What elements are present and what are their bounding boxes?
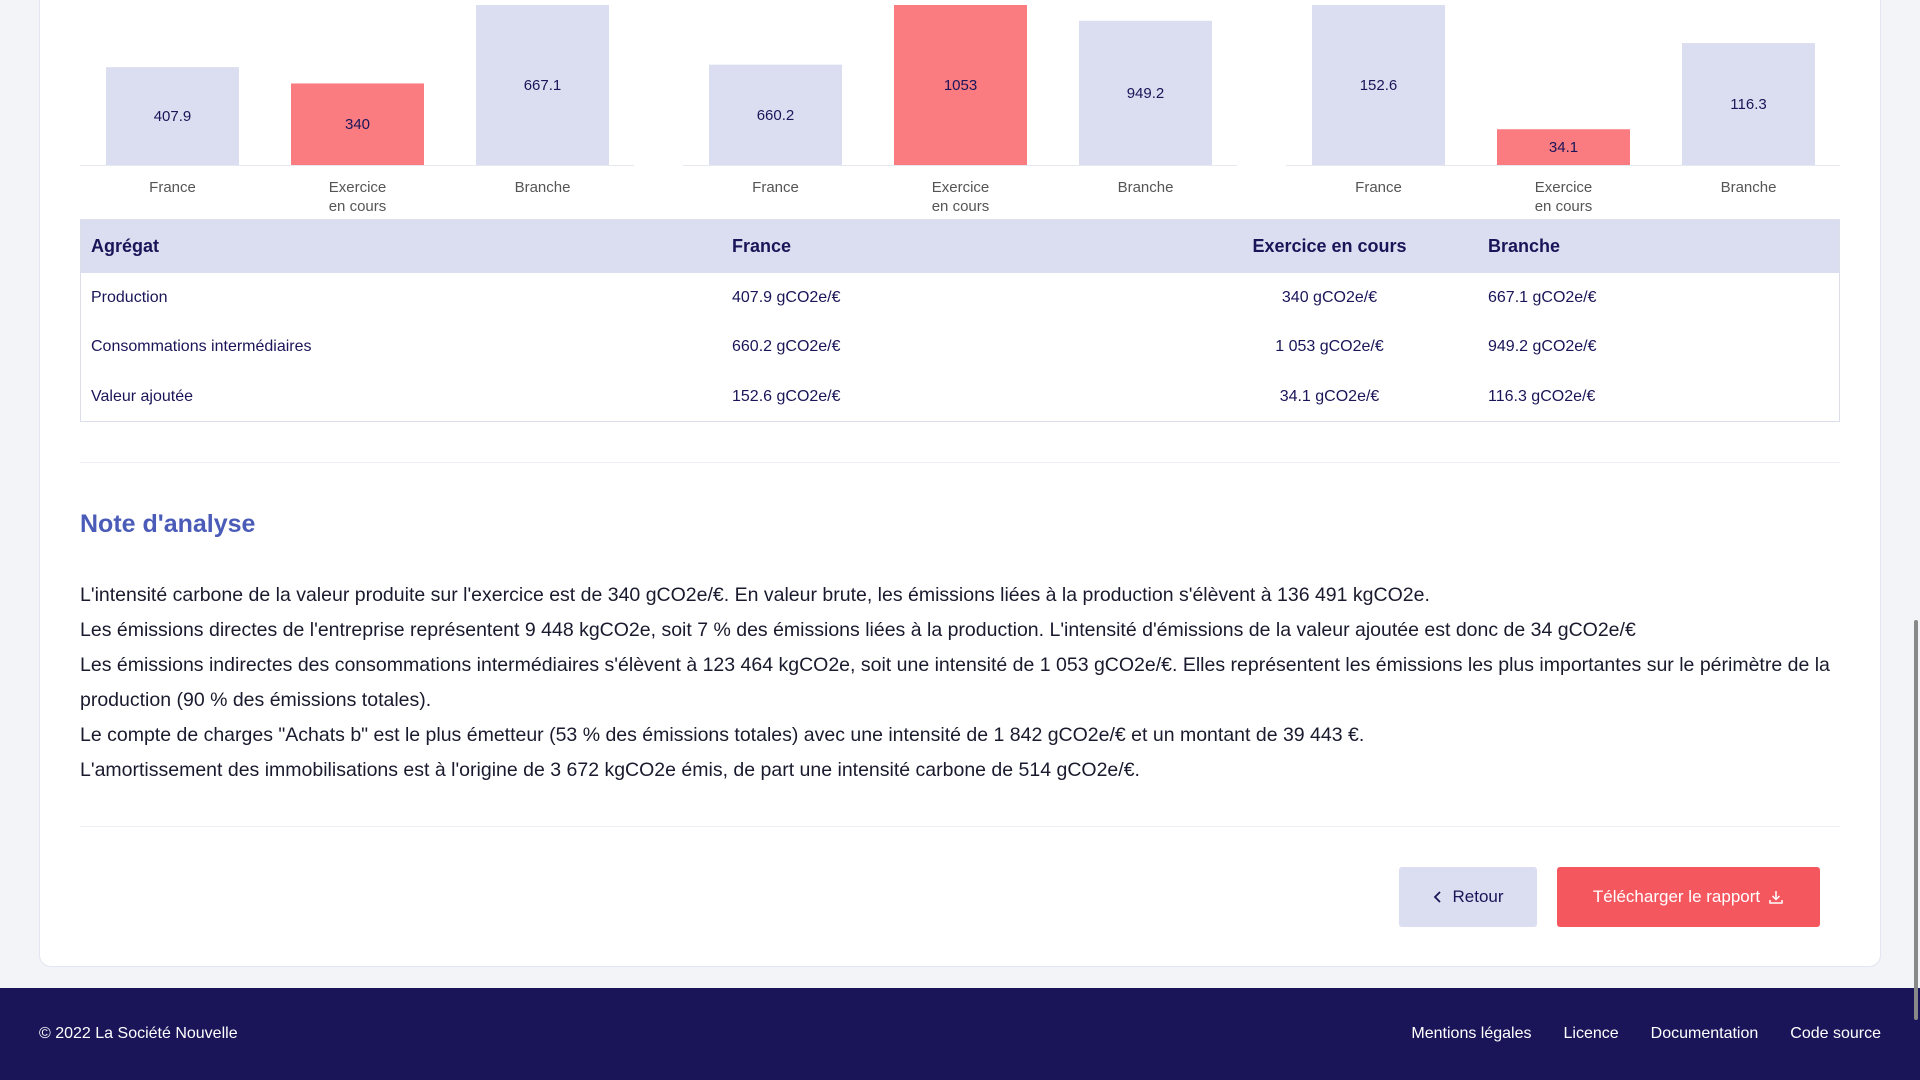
cell-france: 152.6 gCO2e/€ — [732, 387, 841, 405]
category-label: Branche — [514, 179, 571, 196]
cell-branche: 667.1 gCO2e/€ — [1488, 288, 1597, 306]
category-label: France — [752, 179, 799, 196]
header-branche: Branche — [1488, 236, 1561, 256]
divider — [80, 462, 1840, 463]
category-label: Exercice — [1534, 179, 1593, 196]
footer-copyright: © 2022 La Société Nouvelle — [39, 1025, 238, 1042]
cell-france: 660.2 gCO2e/€ — [732, 338, 841, 356]
table-row — [81, 372, 1839, 422]
header-agregat: Agrégat — [91, 236, 160, 256]
bar-value-label: 949.2 — [1126, 84, 1165, 102]
note-paragraph: Les émissions indirectes des consommations intermédiaires s'élèvent à 123 464 kgCO2e, soit une intensité de 1 053 gCO2e/€. Elles représentent les émissions les plus importantes sur le périmètre de la production (90 % des émissions totales). — [80, 654, 1830, 711]
cell-agregat: Consommations intermédiaires — [91, 338, 312, 356]
cell-france: 407.9 gCO2e/€ — [732, 288, 841, 306]
category-label: Exercice — [328, 179, 387, 196]
note-paragraph: L'intensité carbone de la valeur produite sur l'exercice est de 340 gCO2e/€. En valeur brute, les émissions liées à la production s'élèvent à 136 491 kgCO2e. — [80, 584, 1430, 606]
chart-production — [80, 0, 634, 220]
back-button-label: Retour — [1452, 887, 1504, 906]
cell-branche: 116.3 gCO2e/€ — [1488, 387, 1596, 405]
bar-value-label: 667.1 — [523, 77, 562, 94]
cell-branche: 949.2 gCO2e/€ — [1488, 338, 1597, 356]
cell-exercice: 340 gCO2e/€ — [1281, 288, 1378, 306]
footer-link-licence[interactable]: Licence — [1563, 1025, 1619, 1042]
bar-value-label: 1053 — [943, 77, 978, 94]
download-button-label: Télécharger le rapport — [1592, 887, 1761, 906]
bar-value-label: 116.3 — [1730, 96, 1767, 114]
category-label: Exercice — [931, 179, 990, 196]
chevron-left-icon — [1432, 890, 1444, 904]
bar-value-label: 660.2 — [756, 106, 795, 124]
table-row — [81, 323, 1839, 373]
note-body — [80, 578, 1840, 788]
divider — [80, 826, 1840, 827]
category-label: en cours — [328, 198, 387, 215]
footer-link-mentions-legales[interactable]: Mentions légales — [1411, 1025, 1532, 1042]
bar-chart-svg — [1286, 0, 1840, 220]
note-paragraph: L'amortissement des immobilisations est à l'origine de 3 672 kgCO2e émis, de part une intensité carbone de 514 gCO2e/€. — [80, 759, 1140, 781]
download-report-button[interactable] — [1557, 867, 1820, 927]
header-france: France — [732, 236, 792, 256]
header-exercice: Exercice en cours — [1252, 236, 1407, 256]
table-row — [81, 273, 1839, 323]
back-button[interactable] — [1399, 867, 1537, 927]
table-header-row — [81, 220, 1839, 273]
bar-value-label: 407.9 — [153, 108, 192, 126]
footer-links — [1411, 1025, 1881, 1043]
category-label: France — [149, 179, 196, 196]
chart-valeur-ajoutee — [1286, 0, 1840, 220]
footer-link-code-source[interactable]: Code source — [1790, 1025, 1881, 1042]
bar-chart-svg — [683, 0, 1237, 220]
comparison-table — [80, 219, 1840, 422]
note-paragraph: Les émissions directes de l'entreprise représentent 9 448 kgCO2e, soit 7 % des émissions liées à la production. L'intensité d'émissions de la valeur ajoutée est donc de 34 gCO2e/€ — [80, 619, 1636, 641]
bar-chart-svg — [80, 0, 634, 220]
chart-consommations-intermediaires — [683, 0, 1237, 220]
note-paragraph: Le compte de charges "Achats b" est le plus émetteur (53 % des émissions totales) avec une intensité de 1 842 gCO2e/€ et un montant de 39 443 €. — [80, 724, 1365, 746]
bar-value-label: 340 — [344, 116, 371, 134]
footer-link-documentation[interactable]: Documentation — [1650, 1025, 1759, 1042]
footer — [0, 988, 1920, 1080]
download-icon — [1768, 889, 1784, 905]
cell-exercice: 1 053 gCO2e/€ — [1275, 338, 1384, 356]
category-label: Branche — [1117, 179, 1174, 196]
cell-agregat: Production — [91, 288, 168, 306]
note-title: Note d'analyse — [80, 510, 256, 538]
scrollbar[interactable] — [1914, 620, 1918, 1020]
bar-value-label: 152.6 — [1359, 77, 1398, 94]
category-label: France — [1355, 179, 1402, 196]
category-label: en cours — [1534, 198, 1593, 215]
category-label: Branche — [1720, 179, 1777, 196]
category-label: en cours — [931, 198, 990, 215]
cell-agregat: Valeur ajoutée — [91, 387, 193, 405]
charts-row — [0, 0, 1920, 220]
cell-exercice: 34.1 gCO2e/€ — [1279, 387, 1380, 405]
bar-value-label: 34.1 — [1548, 139, 1579, 157]
